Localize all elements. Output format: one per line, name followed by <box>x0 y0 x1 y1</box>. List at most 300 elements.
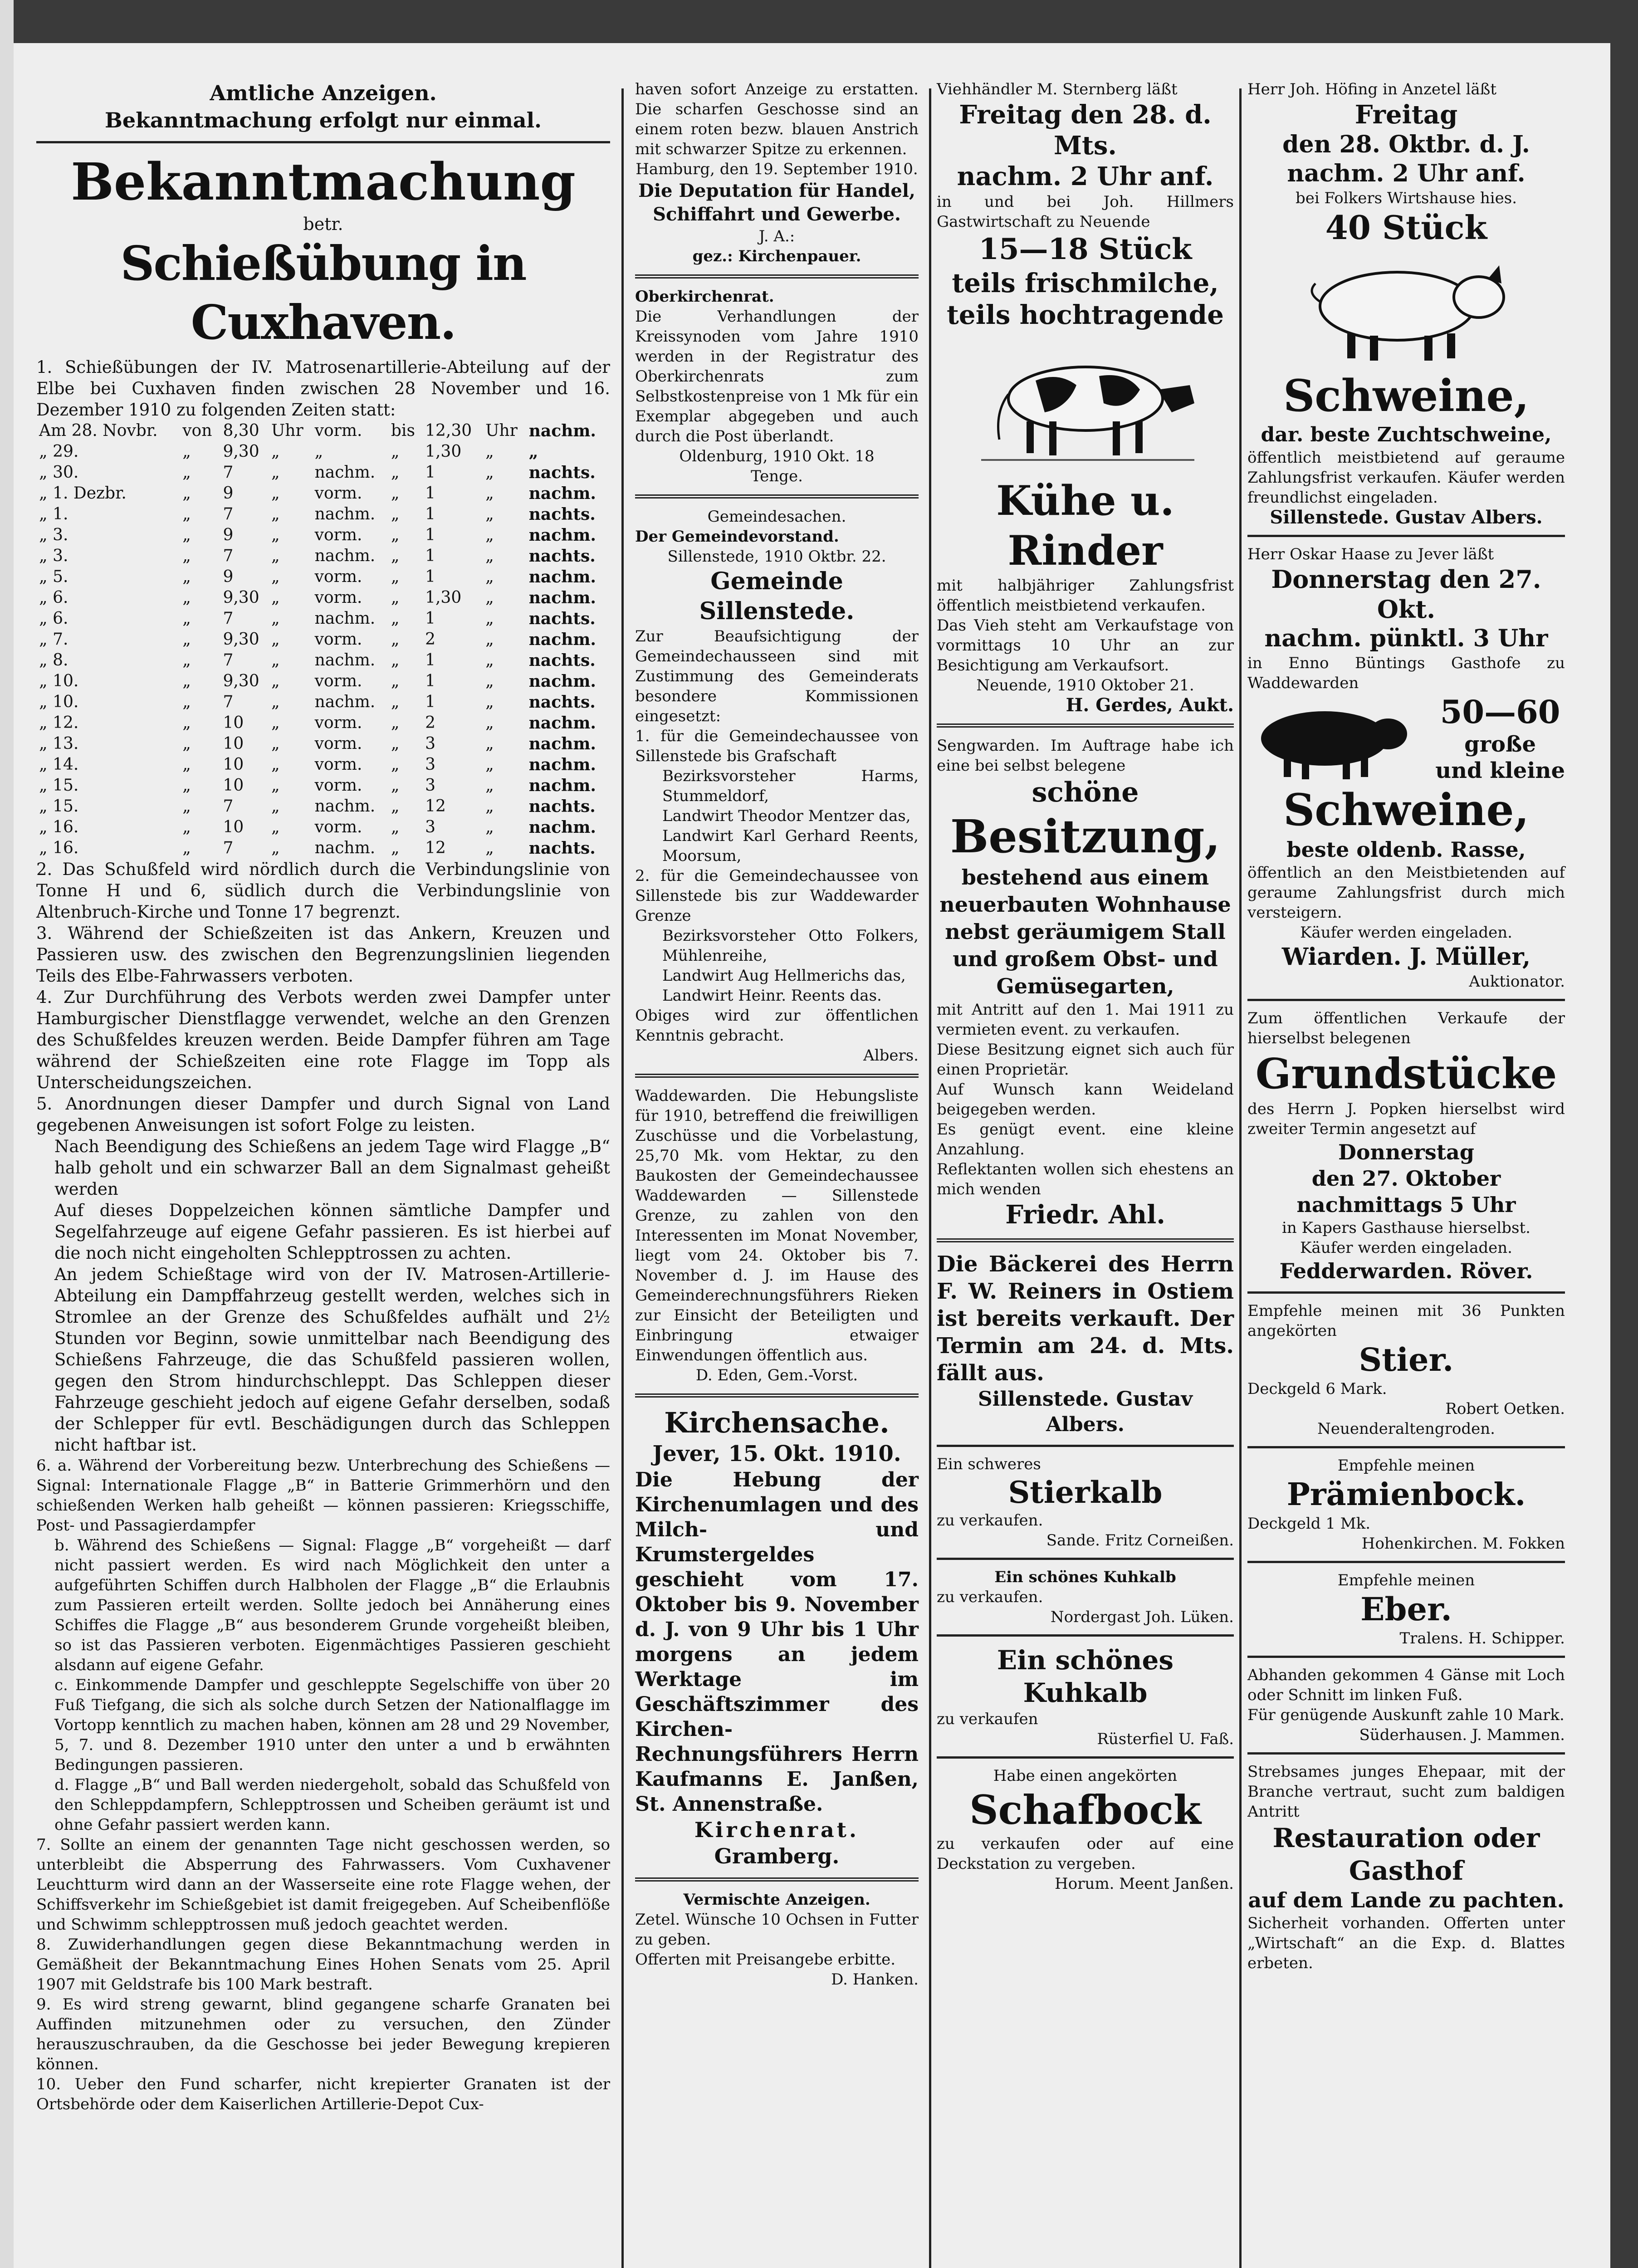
ad-title: Stierkalb <box>1008 1475 1163 1510</box>
schedule-cell: nachm. <box>528 630 596 649</box>
ad-date: den 27. Oktober <box>1311 1166 1501 1191</box>
schedule-cell: „ <box>271 797 280 816</box>
schedule-cell: vorm. <box>314 567 362 586</box>
schedule-cell: 12 <box>425 797 446 816</box>
schedule-cell: „ <box>271 505 280 523</box>
notice-paragraph: 1. Schießübungen der IV. Matrosenartillerie-Abteilung auf der Elbe bei Cuxhaven finden zwischen 28 November und 16. Dezember 1910 zu folgenden Zeiten statt: <box>36 357 610 420</box>
schedule-cell: „ 6. <box>39 609 68 628</box>
schedule-cell: 3 <box>425 755 435 774</box>
schedule-cell: „ 29. <box>39 442 79 461</box>
divider <box>937 1634 1234 1637</box>
notice-paragraph: Auf dieses Doppelzeichen können sämtliche Dampfer und Segelfahrzeuge auf eigene Gefahr passieren. Es ist hierbei auf die noch nicht eingeholten Schlepptrossen zu achten. <box>54 1201 610 1263</box>
cow-icon <box>968 335 1203 471</box>
column-rule <box>621 88 624 2268</box>
schedule-cell: vorm. <box>314 630 362 649</box>
schedule-row <box>36 817 610 838</box>
notice-paragraph: 3. Während der Schießzeiten ist das Ankern, Kreuzen und Passieren usw. des zwischen den Begrenzungslinien liegenden Teils des Elbe-Fahrwassers verboten. <box>36 924 610 986</box>
ad-date: Donnerstag den 27. Okt. <box>1271 565 1541 624</box>
schedule-cell: 3 <box>425 818 435 836</box>
schedule-cell: „ <box>391 547 400 565</box>
divider <box>937 1756 1234 1759</box>
ad-title: Eber. <box>1360 1590 1452 1628</box>
ad-title: Stier. <box>1359 1341 1454 1378</box>
schedule-cell: „ <box>485 505 494 523</box>
ad-text: Offerten mit Preisangebe erbitte. <box>635 1950 896 1969</box>
schedule-cell: nachm. <box>528 567 596 587</box>
signature: Sillenstede. Gustav Albers. <box>1270 507 1543 528</box>
notice-date: Hamburg, den 19. September 1910. <box>636 160 918 178</box>
signature: D. Eden, Gem.-Vorst. <box>695 1366 858 1384</box>
schedule-row <box>36 483 610 504</box>
schedule-cell: nachm. <box>528 755 596 774</box>
schedule-cell: vorm. <box>314 734 362 753</box>
schedule-cell: „ <box>182 714 191 732</box>
ad-text: zu verkaufen <box>937 1710 1038 1728</box>
schedule-cell: „ <box>271 651 280 670</box>
schedule-cell: 1 <box>425 693 435 711</box>
schedule-cell: „ <box>271 734 280 753</box>
ad-text: Käufer werden eingeladen. <box>1300 924 1512 942</box>
schedule-cell: 9 <box>223 526 234 544</box>
schedule-cell: 9,30 <box>223 630 259 649</box>
schedule-cell: nachm. <box>314 609 376 628</box>
schedule-cell: „ <box>391 609 400 628</box>
schedule-cell: „ <box>485 839 494 857</box>
signature: H. Gerdes, Aukt. <box>1066 694 1234 716</box>
schedule-cell: nachm. <box>314 505 376 523</box>
schedule-cell: „ <box>391 442 400 461</box>
ad-date: Donnerstag <box>1338 1140 1475 1164</box>
schedule-cell: 10 <box>223 714 244 732</box>
schedule-cell: nachm. <box>528 776 596 795</box>
ad-title: Kühe u. Rinder <box>996 477 1174 575</box>
signature: Süderhausen. J. Mammen. <box>1359 1726 1565 1744</box>
signature: Albers. <box>863 1046 919 1065</box>
ad-title: Prämienbock. <box>1286 1476 1526 1513</box>
newspaper-page <box>14 43 1610 2268</box>
divider <box>937 1238 1234 1242</box>
schedule-row <box>36 692 610 713</box>
signature: D. Hanken. <box>831 1970 919 1989</box>
ad-text: teils frischmilche, <box>952 268 1219 298</box>
ad-text: Es genügt event. eine kleine Anzahlung. <box>937 1120 1234 1158</box>
notice-paragraph: 5. Anordnungen dieser Dampfer und durch Signal von Land gegebenen Anweisungen ist sofort Folge zu leisten. <box>36 1094 610 1135</box>
schedule-cell: „ <box>485 651 494 670</box>
schedule-cell: „ <box>182 463 191 482</box>
schedule-cell: nachts. <box>528 609 596 628</box>
ad-text: Deckgeld 1 Mk. <box>1247 1515 1371 1533</box>
schedule-cell: „ <box>485 630 494 649</box>
schedule-cell: „ <box>485 484 494 503</box>
signature: Gramberg. <box>714 1844 840 1868</box>
ad-text: zu verkaufen. <box>937 1511 1043 1530</box>
divider <box>937 1445 1234 1447</box>
ad-text: Zetel. Wünsche 10 Ochsen in Futter zu geben. <box>635 1911 919 1949</box>
schedule-cell: „ 13. <box>39 734 79 753</box>
ad-text: Landwirt Theodor Mentzer das, <box>662 807 911 825</box>
ad-text: Bezirksvorsteher Otto Folkers, Mühlenreihe, <box>662 927 919 965</box>
ad-text: öffentlich an den Meistbietenden auf geraume Zahlungsfrist durch mich versteigern. <box>1247 864 1565 922</box>
ad-text: öffentlich meistbietend auf geraume Zahlungsfrist verkaufen. Käufer werden freundlichst eingeladen. <box>1247 449 1565 507</box>
column-official-notices <box>36 79 610 2114</box>
divider <box>635 1074 919 1078</box>
schedule-cell: 3 <box>425 734 435 753</box>
notice-paragraph: An jedem Schießtage wird von der IV. Matrosen-Artillerie-Abteilung ein Dampffahrzeug gestellt werden, welches sich in Stromlee an der Grenze des Schußfeldes aufhält und 2½ Stunden vor Beginn, sowie unmittelbar nach Beendigung des Schießens Fahrzeuge, die das Schußfeld passieren wollen, gegen den Strom hindurchschleppt. Das Schleppen dieser Fahrzeuge geschieht jedoch auf eigene Gefahr derselben, sodaß der Schlepper für evtl. Beschädigungen durch das Schleppen nicht haftbar ist. <box>54 1265 610 1455</box>
signature: Horum. Meent Janßen. <box>1055 1875 1234 1893</box>
schedule-cell: „ <box>485 463 494 482</box>
schedule-cell: „ <box>182 776 191 795</box>
schedule-cell: „ <box>182 755 191 774</box>
column-rule <box>1239 88 1242 2268</box>
schedule-cell: 12,30 <box>425 421 472 440</box>
ad-subtitle: beste oldenb. Rasse, <box>1286 837 1526 862</box>
schedule-cell: „ <box>182 651 191 670</box>
ad-text: bei Folkers Wirtshause hies. <box>1295 189 1517 207</box>
schedule-cell: „ <box>271 442 280 461</box>
schedule-cell: „ <box>391 734 400 753</box>
schedule-cell: „ 14. <box>39 755 79 774</box>
schedule-cell: nachm. <box>314 547 376 565</box>
divider <box>937 723 1234 728</box>
schedule-cell: nachm. <box>314 651 376 670</box>
signature: Tenge. <box>751 467 803 485</box>
ad-text: Die Bäckerei des Herrn F. W. Reiners in Ostiem ist bereits verkauft. Der Termin am 24. d. Mts. fällt aus. <box>937 1251 1234 1386</box>
schedule-cell: „ <box>271 463 280 482</box>
schedule-cell: 1 <box>425 547 435 565</box>
schedule-cell: nachm. <box>528 672 596 691</box>
schedule-cell: „ <box>271 526 280 544</box>
schedule-cell: vorm. <box>314 714 362 732</box>
divider <box>1247 1561 1565 1563</box>
schedule-cell: nachm. <box>528 588 596 607</box>
ad-text: 1. für die Gemeindechaussee von Sillenstede bis Grafschaft <box>635 727 919 765</box>
ad-row <box>1247 693 1565 784</box>
ad-text: Landwirt Heinr. Reents das. <box>662 987 882 1005</box>
schedule-cell: „ <box>391 672 400 690</box>
schedule-cell: „ <box>485 588 494 607</box>
ad-title: Grundstücke <box>1255 1049 1557 1098</box>
schedule-cell: „ <box>391 463 400 482</box>
pig-icon <box>1297 252 1515 365</box>
ad-text: zu verkaufen oder auf eine Deckstation zu vergeben. <box>937 1835 1234 1873</box>
schedule-cell: „ <box>271 818 280 836</box>
schedule-cell: „ 16. <box>39 839 79 857</box>
schedule-cell: „ <box>182 588 191 607</box>
ad-title: Gemeinde Sillenstede. <box>699 567 855 625</box>
page-edge <box>0 0 14 2268</box>
schedule-cell: „ <box>485 734 494 753</box>
schedule-cell: „ <box>485 797 494 816</box>
section-subheader: Bekanntmachung erfolgt nur einmal. <box>104 108 542 132</box>
schedule-row <box>36 733 610 754</box>
ad-text: Obiges wird zur öffentlichen Kenntnis gebracht. <box>635 1007 919 1045</box>
ad-heading: Vermischte Anzeigen. <box>683 1891 870 1909</box>
ad-text: teils hochtragende <box>947 299 1224 330</box>
notice-paragraph: 4. Zur Durchführung des Verbots werden zwei Dampfer unter Hamburgischer Dienstflagge verwendet, welche an den Grenzen des Schußfeldes kreuzen werden. Beide Dampfer führen am Tage während der Schießzeiten eine rote Flagge im Topp als Unterscheidungszeichen. <box>36 987 610 1092</box>
notice-paragraph: c. Einkommende Dampfer und geschleppte Segelschiffe von über 20 Fuß Tiefgang, die sich als solche durch Setzen der Nationalflagge im Vortopp kenntlich zu machen haben, können am 28 und 29 November, 5, 7. und 8. Dezember 1910 unter den unter a und b erwähnten Bedingungen passieren. <box>54 1676 610 1774</box>
schedule-cell: vorm. <box>314 526 362 544</box>
schedule-cell: „ 7. <box>39 630 68 649</box>
schedule-cell: „ <box>485 547 494 565</box>
schedule-cell: vorm. <box>314 421 362 440</box>
signature: Neuenderaltengroden. <box>1317 1420 1495 1438</box>
schedule-cell: 1 <box>425 567 435 586</box>
column-ads-3 <box>937 79 1234 1894</box>
schedule-cell: nachm. <box>528 734 596 753</box>
schedule-cell: 10 <box>223 776 244 795</box>
section-header: Amtliche Anzeigen. <box>210 81 437 105</box>
schedule-row <box>36 671 610 692</box>
ad-text: Landwirt Karl Gerhard Reents, Moorsum, <box>662 827 919 865</box>
schedule-row <box>36 441 610 462</box>
schedule-cell: „ <box>391 797 400 816</box>
ad-count: 40 Stück <box>1325 208 1487 247</box>
schedule-cell: „ <box>271 547 280 565</box>
schedule-cell: „ <box>391 588 400 607</box>
ad-text: 2. für die Gemeindechaussee von Sillenstede bis zur Waddewarder Grenze <box>635 867 919 925</box>
schedule-cell: nachm. <box>314 693 376 711</box>
ad-text: Zum öffentlichen Verkaufe der hierselbst belegenen <box>1247 1009 1565 1047</box>
ad-text: Der Gemeindevorstand. <box>635 528 839 546</box>
schedule-cell: 8,30 <box>223 421 259 440</box>
schedule-cell: nachm. <box>314 839 376 857</box>
schedule-row <box>36 608 610 629</box>
schedule-row <box>36 525 610 546</box>
schedule-cell: 10 <box>223 818 244 836</box>
signature: gez.: Kirchenpauer. <box>692 247 861 265</box>
column-ads-4 <box>1247 79 1565 1973</box>
ad-count: 50—60 <box>1440 693 1560 731</box>
schedule-cell: von <box>182 421 212 440</box>
ad-text: große <box>1464 732 1536 757</box>
schedule-cell: „ <box>391 776 400 795</box>
column-rule <box>929 88 931 2268</box>
schedule-cell: „ <box>182 797 191 816</box>
schedule-cell: 7 <box>223 839 234 857</box>
schedule-cell: 3 <box>425 776 435 795</box>
ad-text: in und bei Joh. Hillmers Gastwirtschaft zu Neuende <box>937 193 1234 231</box>
ad-date: Sillenstede, 1910 Oktbr. 22. <box>667 547 886 566</box>
schedule-cell: „ 10. <box>39 693 79 711</box>
schedule-cell: nachts. <box>528 693 596 712</box>
schedule-row <box>36 796 610 817</box>
schedule-row <box>36 567 610 587</box>
schedule-cell: „ <box>182 547 191 565</box>
ad-text: Sicherheit vorhanden. Offerten unter „Wirtschaft“ an die Exp. d. Blattes erbeten. <box>1247 1914 1565 1972</box>
ad-title: Schafbock <box>969 1786 1201 1833</box>
ad-text: bestehend aus einem neuerbauten Wohnhause nebst geräumigem Stall und großem Obst- und Gemüsegarten, <box>939 865 1231 998</box>
schedule-cell: nachm. <box>314 463 376 482</box>
ad-text: des Herrn J. Popken hierselbst wird zweiter Termin angesetzt auf <box>1247 1100 1565 1138</box>
schedule-cell: „ <box>485 609 494 628</box>
schedule-cell: „ <box>485 567 494 586</box>
schedule-row <box>36 754 610 775</box>
schedule-cell: „ <box>485 714 494 732</box>
schedule-cell: „ <box>485 526 494 544</box>
schedule-cell: „ <box>182 567 191 586</box>
notice-paragraph: 8. Zuwiderhandlungen gegen diese Bekanntmachung werden in Gemäßheit der Bekanntmachung Eines Hohen Senats vom 25. April 1907 mit Geldstrafe bis 100 Mark bestraft. <box>36 1936 610 1994</box>
schedule-cell: „ <box>391 755 400 774</box>
pig-icon <box>1247 693 1411 784</box>
divider <box>635 1877 919 1882</box>
ad-text: in Kapers Gasthause hierselbst. <box>1282 1219 1530 1237</box>
ad-time: nachmittags 5 Uhr <box>1296 1193 1516 1217</box>
schedule-row <box>36 775 610 796</box>
ad-text: Die Verhandlungen der Kreissynoden vom Jahre 1910 werden in der Registratur des Oberkirchenrats zum Selbstkostenpreise von 1 Mk für ein Exemplar abgegeben und auch durch die Post überlandt. <box>635 308 919 445</box>
divider <box>1247 1752 1565 1755</box>
ad-text: zu verkaufen. <box>937 1588 1043 1606</box>
schedule-cell: nachts. <box>528 797 596 816</box>
schedule-cell: Uhr <box>485 421 518 440</box>
notice-paragraph: 6. a. Während der Vorbereitung bezw. Unterbrechung des Schießens — Signal: Internationale Flagge „B“ in Batterie Grimmerhörn und den schießenden Werken halb geheißt — können passieren: Kriegsschiffe, Post- und Passagierdampfer <box>36 1457 610 1535</box>
schedule-cell: vorm. <box>314 776 362 795</box>
ad-text: Sengwarden. Im Auftrage habe ich eine bei selbst belegene <box>937 737 1234 775</box>
schedule-cell: „ <box>485 672 494 690</box>
signature: Sande. Fritz Corneißen. <box>1046 1531 1234 1549</box>
schedule-cell: „ <box>271 755 280 774</box>
schedule-row <box>36 420 610 441</box>
ad-count: 15—18 Stück <box>978 232 1192 266</box>
schedule-cell: 7 <box>223 693 234 711</box>
schedule-cell: 9,30 <box>223 442 259 461</box>
ad-subtitle: dar. beste Zuchtschweine, <box>1261 423 1552 446</box>
ad-text: Herr Joh. Höfing in Anzetel läßt <box>1247 80 1497 98</box>
schedule-cell: nachts. <box>528 505 596 524</box>
ad-text: mit Antritt auf den 1. Mai 1911 zu vermieten event. zu verkaufen. <box>937 1001 1234 1039</box>
schedule-cell: 1 <box>425 609 435 628</box>
divider <box>1247 535 1565 537</box>
ad-text: Abhanden gekommen 4 Gänse mit Loch oder Schnitt im linken Fuß. <box>1247 1666 1565 1704</box>
schedule-cell: „ 15. <box>39 776 79 795</box>
schedule-cell: nachts. <box>528 463 596 482</box>
schedule-cell: „ <box>182 505 191 523</box>
ad-title: Kirchensache. <box>664 1406 890 1439</box>
ad-title: Ein schönes Kuhkalb <box>994 1568 1176 1586</box>
notice-paragraph: 7. Sollte an einem der genannten Tage nicht geschossen werden, so unterbleibt die Absperrung des Fahrwassers. Vom Cuxhavener Leuchtturm wird dann an der Wasserseite eine rote Flagge wehen, der Schiffsverkehr im Schießgebiet ist damit freigegeben. Auf Scheibenflöße und Schwimm schlepptrossen muß jedoch geachtet werden. <box>36 1836 610 1934</box>
schedule-cell: 1,30 <box>425 588 462 607</box>
schedule-cell: nachm. <box>528 714 596 733</box>
ad-heading: Gemeindesachen. <box>707 508 846 526</box>
ad-text: Käufer werden eingeladen. <box>1300 1239 1512 1257</box>
ad-text: Deckgeld 6 Mark. <box>1247 1380 1387 1398</box>
ad-text: mit halbjähriger Zahlungsfrist öffentlich meistbietend verkaufen. <box>937 577 1234 615</box>
schedule-cell: „ 8. <box>39 651 68 670</box>
ad-text: Für genügende Auskunft zahle 10 Mark. <box>1247 1706 1565 1724</box>
ad-title: Restauration oder Gasthof <box>1272 1823 1540 1886</box>
signature: Nordergast Joh. Lüken. <box>1050 1608 1234 1626</box>
schedule-row <box>36 650 610 671</box>
ad-text: und kleine <box>1435 758 1565 783</box>
ad-title: Besitzung, <box>950 810 1221 863</box>
signature: Hohenkirchen. M. Fokken <box>1361 1535 1565 1553</box>
schedule-cell: „ <box>391 526 400 544</box>
schedule-cell: 9,30 <box>223 672 259 690</box>
schedule-cell: „ <box>182 484 191 503</box>
schedule-cell: Uhr <box>271 421 303 440</box>
ad-text: Empfehle meinen mit 36 Punkten angekörten <box>1247 1302 1565 1340</box>
ad-text: Das Vieh steht am Verkaufstage von vormittags 10 Uhr an zur Besichtigung am Verkaufsort. <box>937 616 1234 675</box>
ad-date: Neuende, 1910 Oktober 21. <box>976 676 1194 694</box>
ad-text: Waddewarden. Die Hebungsliste für 1910, betreffend die freiwilligen Zuschüsse und die Vorbelastung, 25,70 Mk. vom Hektar, zu den Baukosten der Gemeindechaussee Waddewarden — Sillenstede Grenze, zu zahlen von den Interessenten im Monat November, liegt vom 24. Oktober bis 7. November d. J. im Hause des Gemeinderechnungsführers Rieken zur Einsicht der Beteiligten und Einbringung etwaiger Einwendungen öffentlich aus. <box>635 1087 919 1364</box>
schedule-cell: „ <box>485 776 494 795</box>
notice-betr: betr. <box>303 214 343 234</box>
schedule-row <box>36 587 610 608</box>
ad-text: Die Hebung der Kirchenumlagen und des Milch- und Krumstergeldes geschieht vom 17. Oktober bis 9. November d. J. von 9 Uhr bis 1 Uhr morgens an jedem Werktage im Geschäftszimmer des Kirchen-Rechnungsführers Herrn Kaufmanns E. Janßen, St. Annenstraße. <box>635 1468 919 1816</box>
notice-paragraph: 10. Ueber den Fund scharfer, nicht krepierter Granaten ist der Ortsbehörde oder dem Kaiserlichen Artillerie-Depot Cux- <box>36 2075 610 2113</box>
notice-continuation: haven sofort Anzeige zu erstatten. Die scharfen Geschosse sind an einem roten bezw. blauen Anstrich mit schwarzer Spitze zu erkennen. <box>635 80 919 158</box>
schedule-cell: nachm. <box>314 797 376 816</box>
schedule-cell: 1 <box>425 651 435 670</box>
schedule-row <box>36 504 610 525</box>
schedule-table <box>36 420 610 859</box>
ia: J. A.: <box>758 227 795 245</box>
signature: Friedr. Ahl. <box>1005 1200 1165 1230</box>
schedule-cell: nachm. <box>528 526 596 545</box>
schedule-cell: 7 <box>223 505 234 523</box>
schedule-cell: 10 <box>223 734 244 753</box>
ad-title: Ein schönes Kuhkalb <box>997 1645 1174 1708</box>
signature: Robert Oetken. <box>1445 1400 1565 1418</box>
schedule-cell: „ 3. <box>39 547 68 565</box>
notice-paragraph: 9. Es wird streng gewarnt, blind gegangene scharfe Granaten bei Auffinden mitzunehmen oder zu versuchen, den Zünder herauszuschrauben, da die Geschosse bei jeder Bewegung krepieren können. <box>36 1995 610 2073</box>
notice-paragraph: d. Flagge „B“ und Ball werden niedergeholt, sobald das Schußfeld von den Schleppdampfern, Schlepptrossen und Scheiben geräumt ist und ohne Gefahr passiert werden kann. <box>54 1776 610 1834</box>
ad-text: Reflektanten wollen sich ehestens an mich wenden <box>937 1160 1234 1198</box>
schedule-cell: „ <box>182 693 191 711</box>
notice-paragraph: Nach Beendigung des Schießens an jedem Tage wird Flagge „B“ halb geholt und ein schwarzer Ball an dem Signalmast geheißt werden <box>54 1137 610 1199</box>
schedule-cell: „ <box>182 734 191 753</box>
schedule-cell: „ <box>485 818 494 836</box>
schedule-cell: „ <box>182 818 191 836</box>
schedule-cell: „ <box>314 442 323 461</box>
schedule-cell: 9 <box>223 567 234 586</box>
schedule-cell: „ <box>391 693 400 711</box>
schedule-cell: nachm. <box>528 818 596 837</box>
schedule-cell: 10 <box>223 755 244 774</box>
ad-text: Landwirt Aug Hellmerichs das, <box>662 967 906 985</box>
ad-title: Schweine, <box>1283 784 1530 836</box>
schedule-cell: 12 <box>425 839 446 857</box>
schedule-cell: 9 <box>223 484 234 503</box>
schedule-cell: „ <box>391 567 400 586</box>
ad-text: Strebsames junges Ehepaar, mit der Branche vertraut, sucht zum baldigen Antritt <box>1247 1763 1565 1821</box>
schedule-cell: „ 12. <box>39 714 79 732</box>
schedule-cell: nachm. <box>528 421 596 440</box>
ad-text: Empfehle meinen <box>1337 1571 1475 1589</box>
schedule-cell: „ 1. <box>39 505 68 523</box>
schedule-cell: „ <box>271 588 280 607</box>
deputation-title: Die Deputation für Handel, Schiffahrt und Gewerbe. <box>638 180 915 225</box>
notice-title: Bekanntmachung <box>71 152 576 212</box>
ad-time: nachm. pünktl. 3 Uhr <box>1264 625 1548 652</box>
schedule-cell: vorm. <box>314 755 362 774</box>
ad-time: nachm. 2 Uhr anf. <box>1287 160 1526 187</box>
schedule-cell: „ 30. <box>39 463 79 482</box>
schedule-cell: 1 <box>425 505 435 523</box>
schedule-row <box>36 546 610 567</box>
signature: Tralens. H. Schipper. <box>1399 1629 1565 1647</box>
ad-date: Freitag den 28. d. Mts. <box>959 100 1212 161</box>
schedule-cell: 1 <box>425 672 435 690</box>
notice-paragraph: 2. Das Schußfeld wird nördlich durch die Verbindungslinie von Tonne H und 6, südlich durch die Verbindungslinie von Altenbruch-Kirche und Tonne 17 begrenzt. <box>36 860 610 922</box>
signature: Wiarden. J. Müller, <box>1281 943 1531 971</box>
ad-count-block <box>1435 693 1565 784</box>
schedule-cell: 2 <box>425 714 435 732</box>
schedule-cell: nachm. <box>528 484 596 503</box>
notice-paragraph: b. Während des Schießens — Signal: Flagge „B“ vorgeheißt — darf nicht passiert werden. Es wird nach Möglichkeit den unter a aufgeführten Schiffen durch Halbholen der Flagge „B“ die Erlaubnis zum Passieren erteilt werden. Sollte jedoch bei Annäherung eines Schiffes die Flagge „B“ aus besonderem Grunde vorgeheißt bleiben, so ist das Passieren verboten. Eigenmächtiges Passieren geschieht alsdann auf eigene Gefahr. <box>54 1536 610 1674</box>
signature: Kirchenrat. <box>694 1818 860 1842</box>
schedule-cell: 9,30 <box>223 588 259 607</box>
ad-text: Habe einen angekörten <box>993 1767 1178 1785</box>
